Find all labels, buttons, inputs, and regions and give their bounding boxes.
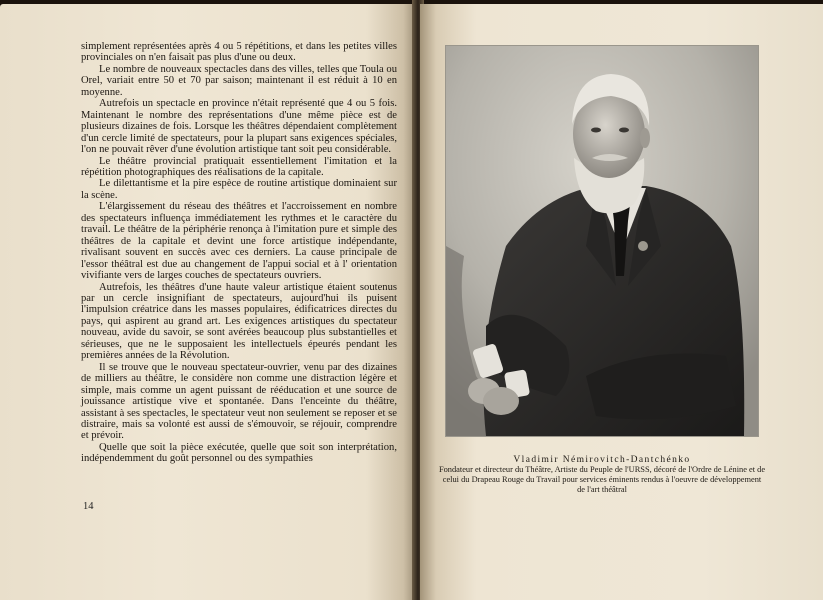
paragraph: Le dilettantisme et la pire espèce de routine artistique dominaient sur la scène. [81,178,397,201]
paragraph: Le théâtre provincial pratiquait essentiellement l'imitation et la répétition photographiques des réalisations de la capitale. [81,155,397,178]
paragraph: L'élargissement du réseau des théâtres et l'accroissement en nombre des spectateurs influença immédiatement les rythmes et le caractère du travail. Le théâtre de la périphérie renonça à l'imitation pure et simple des théâtres de la capitale et devint une force artistique indépendante, rivalisant souvent en succès avec ces derniers. La cause principale de l'essor théâtral est due au changement de l'appui social et à l' orientation vivifiante vers de larges couches de spectateurs ouvriers. [81,201,397,282]
left-page [0,4,416,600]
portrait-image [446,46,758,436]
paragraph: Le nombre de nouveaux spectacles dans des villes, telles que Toula ou Orel, variait entre 50 et 70 par saison; maintenant il est réduit à 10 en moyenne. [81,63,397,98]
caption-name: Vladimir Némirovitch-Dantchénko [513,455,691,465]
portrait-photo [446,46,758,436]
paragraph: Il se trouve que le nouveau spectateur-ouvrier, venu par des dizaines de milliers au théâtre, le considère non comme une distraction légère et simple, mais comme un agent puissant de rééducation et une source de jouissance artistique vive et spontanée. Dans l'enceinte du théâtre, assistant à ses spectacles, le spectateur veut non seulement se reposer et se distraire, mais sa volonté est aussi de s'émouvoir, se réjouir, comprendre et prévoir. [81,361,397,442]
paragraph: Quelle que soit la pièce exécutée, quelle que soit son interprétation, indépendemment du goût personnel ou des sympathies [81,441,397,465]
page-number: 14 [83,501,94,512]
body-text [81,41,397,465]
paragraph: Autrefois un spectacle en province n'était représenté que 4 ou 5 fois. Maintenant le nombre des représentations d'une même pièce est de plusieurs dizaines de fois. Lorsque les théâtres dépendaient complètement d'un cercle limité de spectateurs, pour la plupart sans exigences spéciales, l'on ne pouvait rêver d'une évolution artistique tant soit peu considérable. [81,98,397,156]
paragraph: simplement représentées après 4 ou 5 répétitions, et dans les petites villes provinciales on n'en faisait pas plus d'une ou deux. [81,41,397,64]
caption-description: Fondateur et directeur du Théâtre, Artiste du Peuple de l'URSS, décoré de l'Ordre de Lénine et de celui du Drapeau Rouge du Travail pour services éminents rendus à l'oeuvre de développement de l'art théâtral [438,465,766,494]
paragraph: Autrefois, les théâtres d'une haute valeur artistique étaient soutenus par un cercle insignifiant de spectateurs, aujourd'hui ils puisent l'impulsion créatrice dans les masses populaires, édificatrices directes du pays, qui aspirent au grand art. Les exigences artistiques du spectateur nouveau, avide du savoir, se sont avérées beaucoup plus substantielles et sérieuses, que ne le supposaient les intellectuels épeurés pendant les premières années de la Révolution. [81,281,397,362]
